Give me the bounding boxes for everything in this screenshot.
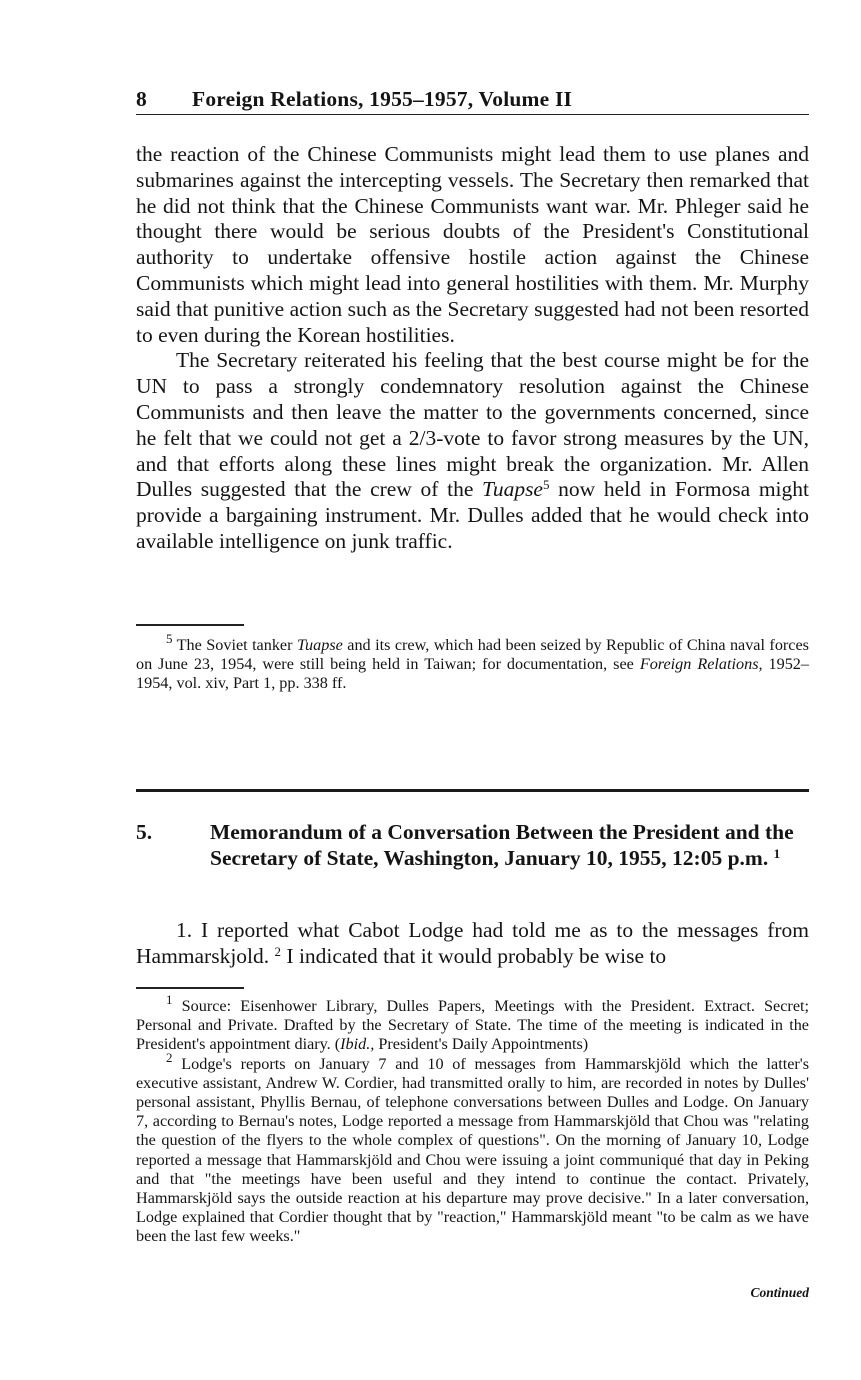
footnote-text: Source: Eisenhower Library, Dulles Papers, Meetings with the President. Extract. Secret; Personal and Private. Drafted by the Secretary of State. The time of the meeting is indicated in the President's appointment diary. ( <box>136 997 809 1054</box>
footnote-number: 5 <box>166 631 173 646</box>
footnote-text: 1952–1954, vol. xiv, Part 1, pp. 338 ff. <box>136 655 809 692</box>
paragraph <box>136 918 809 970</box>
footnote-2 <box>136 1049 809 1247</box>
section-divider <box>136 789 809 792</box>
document-body <box>136 918 809 970</box>
continued-label: Continued <box>750 1285 809 1300</box>
footnote-ref: 2 <box>274 943 282 959</box>
continued-text <box>136 142 809 555</box>
footnote-text: Lodge's reports on January 7 and 10 of messages from Hammarskjöld which the latter's executive assistant, Andrew W. Cordier, had transmitted orally to him, are recorded in notes by Dulles' personal assistant, Phyllis Bernau, of telephone conversations between Dulles and Lodge. On January 7, according to Bernau's notes, Lodge reported a message from Hammarskjöld that Chou was "relating the question of the flyers to the whole complex of questions". On the morning of January 10, Lodge reported a message that Hammarskjöld and Chou were issuing a joint communiqué that day in Peking and that "the meetings have been useful and they intend to continue the contact. Privately, Hammarskjöld says the outside reaction at his departure may prove decisive." In a later conversation, Lodge explained that Cordier thought that by "reaction," Hammarskjöld meant "to be calm as we have been the last few weeks." <box>136 1054 809 1246</box>
paragraph-text: 1. I reported what Cabot Lodge had told me as to the messages from Hammarskjold. <box>136 918 809 968</box>
footnote-text: and its crew, which had been seized by Republic of China naval forces on June 23, 1954, were still being held in Taiwan; for documentation, see <box>136 636 809 673</box>
footnote-text: President's Daily Appointments) <box>374 1035 589 1054</box>
footnote-ref: 5 <box>542 477 550 493</box>
footnote-5 <box>136 631 809 693</box>
footnote-number: 2 <box>166 1049 173 1065</box>
document-number: 5. <box>136 820 153 844</box>
series-title: Foreign Relations, <box>639 655 763 673</box>
footnote-text: The Soviet tanker <box>172 636 297 654</box>
footnote-rule <box>136 987 244 989</box>
ibid: Ibid., <box>340 1035 375 1054</box>
footnote-1 <box>136 992 809 1055</box>
page-number: 8 <box>136 87 147 111</box>
footnote-ref: 1 <box>773 845 781 861</box>
paragraph <box>136 348 809 554</box>
ship-name: Tuapse <box>482 477 543 502</box>
paragraph-text: now held in Formosa might provide a bargaining instrument. Mr. Dulles added that he would check into available intelligence on junk traffic. <box>136 477 809 553</box>
document-title <box>210 820 800 871</box>
paragraph: the reaction of the Chinese Communists might lead them to use planes and submarines against the intercepting vessels. The Secretary then remarked that he did not think that the Chinese Communists want war. Mr. Phleger said he thought there would be serious doubts of the President's Constitutional authority to undertake offensive hostile action against the Chinese Communists which might lead into general hostilities with them. Mr. Murphy said that punitive action such as the Secretary suggested had not been resorted to even during the Korean hostilities. <box>136 142 809 347</box>
footnotes <box>136 992 809 1247</box>
running-header <box>136 86 809 115</box>
running-title: Foreign Relations, 1955–1957, Volume II <box>192 87 573 111</box>
footnote-number: 1 <box>166 992 173 1007</box>
paragraph-text: The Secretary reiterated his feeling that the best course might be for the UN to pass a strongly condemnatory resolution against the Chinese Communists and then leave the matter to the governments concerned, since he felt that we could not get a 2/3-vote to favor strong measures by the UN, and that efforts along these lines might break the organization. Mr. Allen Dulles suggested that the crew of the <box>136 348 809 502</box>
title-text: Memorandum of a Conversation Between the President and the Secretary of State, Washington, January 10, 1955, 12:05 p.m. <box>210 820 794 870</box>
paragraph-text: I indicated that it would probably be wise to <box>281 943 667 968</box>
ship-name: Tuapse <box>296 636 343 654</box>
footnote-rule <box>136 624 244 626</box>
